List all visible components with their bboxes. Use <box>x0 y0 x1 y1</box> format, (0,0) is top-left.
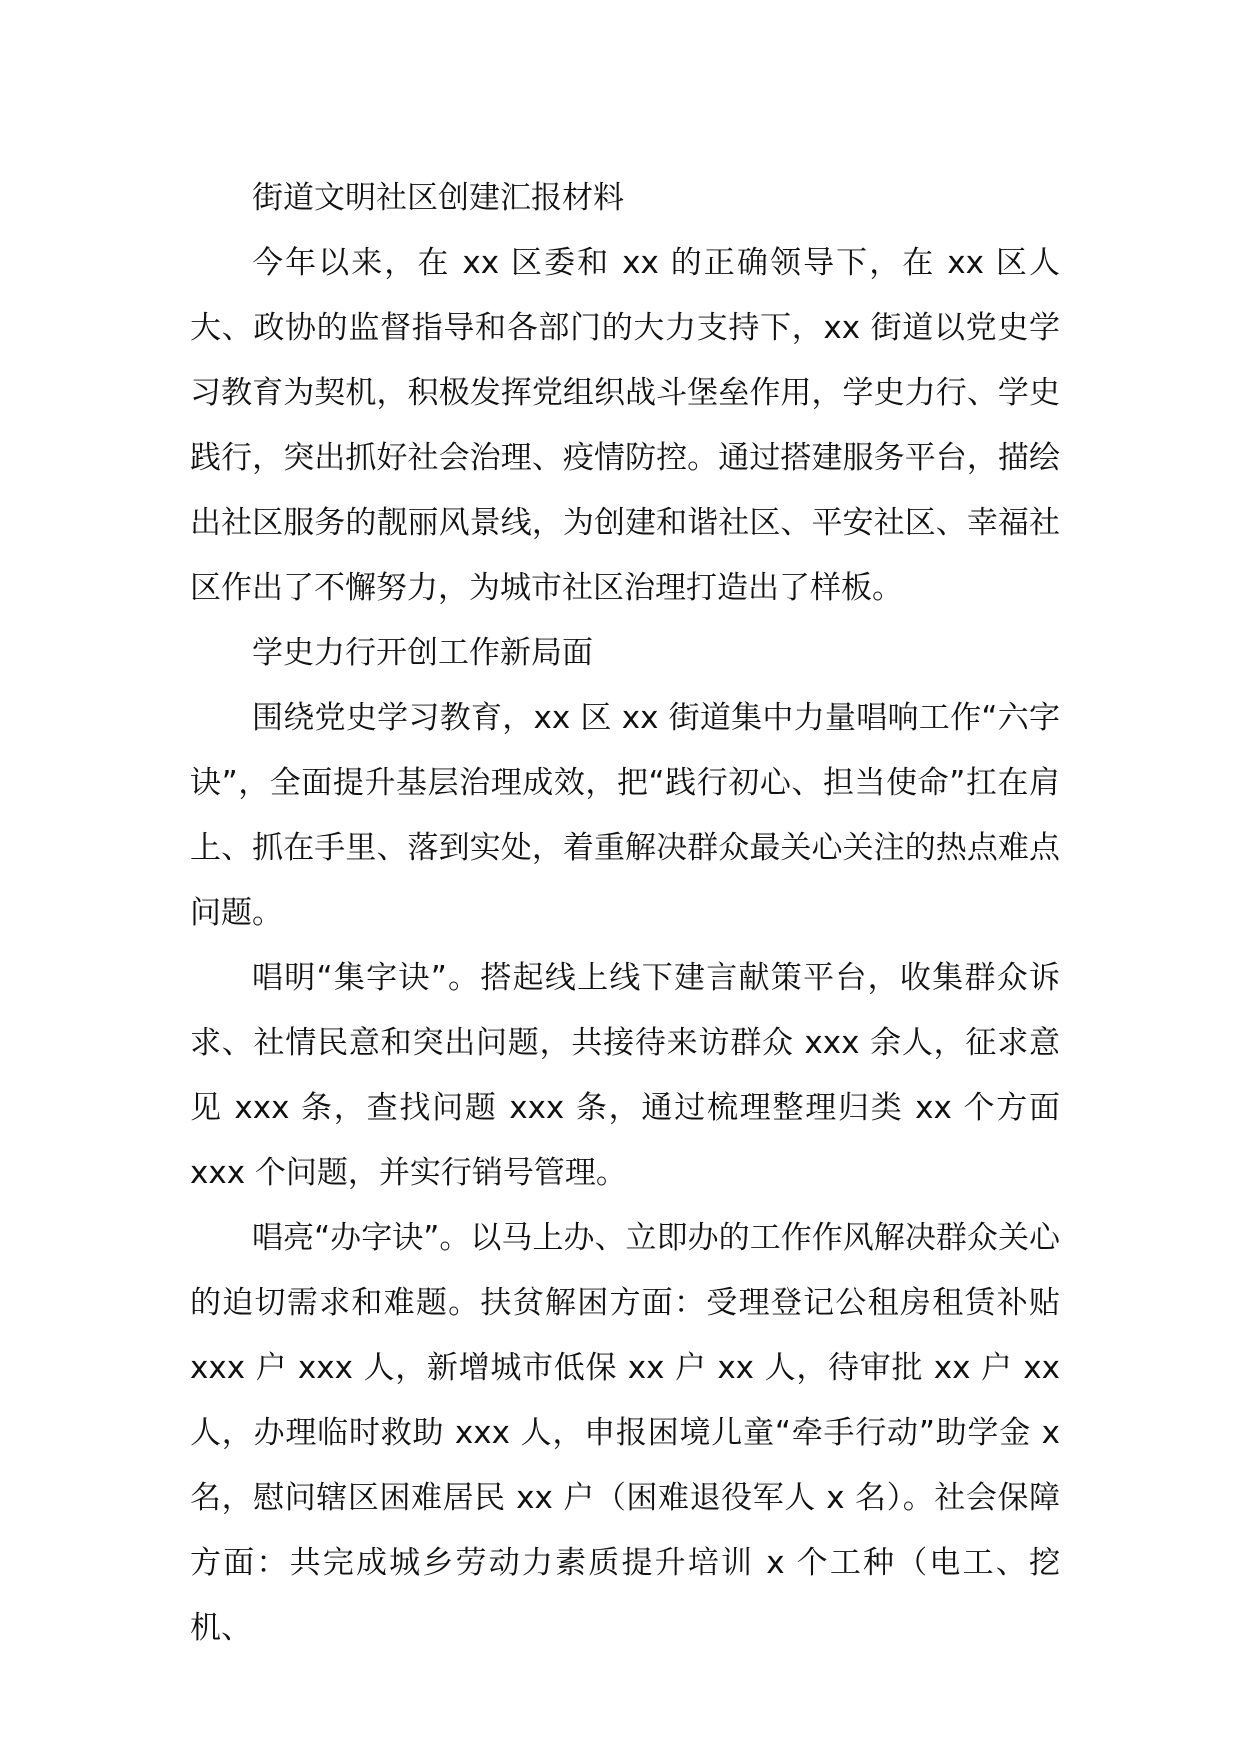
paragraph-handle: 唱亮“办字诀”。以马上办、立即办的工作作风解决群众关心的迫切需求和难题。扶贫解困方面：受理登记公租房租赁补贴 xxx 户 xxx 人，新增城市低保 xx 户 xx 人，待审批 xx 户 xx 人，办理临时救助 xxx 人，申报困境儿童“牵手行动”助学金 x 名，慰问辖区困难居民 xx 户（困难退役军人 x 名）。社会保障方面：共完成城乡劳动力素质提升培训 x 个工种（电工、挖机、 <box>190 1220 1060 1646</box>
document-title: 街道文明社区创建汇报材料 <box>252 180 624 216</box>
paragraph-collect: 唱明“集字诀”。搭起线上线下建言献策平台，收集群众诉求、社情民意和突出问题，共接待来访群众 xxx 余人，征求意见 xxx 条，查找问题 xxx 条，通过梳理整理归类 xx 个方面 xxx 个问题，并实行销号管理。 <box>190 960 1060 1191</box>
paragraph-six-characters: 围绕党史学习教育，xx 区 xx 街道集中力量唱响工作“六字诀”，全面提升基层治理成效，把“践行初心、担当使命”扛在肩上、抓在手里、落到实处，着重解决群众最关心关注的热点难点问题。 <box>190 700 1060 931</box>
section-heading: 学史力行开创工作新局面 <box>252 635 593 671</box>
paragraph-intro: 今年以来，在 xx 区委和 xx 的正确领导下，在 xx 区人大、政协的监督指导和各部门的大力支持下，xx 街道以党史学习教育为契机，积极发挥党组织战斗堡垒作用，学史力行、学史践行，突出抓好社会治理、疫情防控。通过搭建服务平台，描绘出社区服务的靓丽风景线，为创建和谐社区、平安社区、幸福社区作出了不懈努力，为城市社区治理打造出了样板。 <box>190 245 1060 606</box>
document-body <box>190 166 1060 1661</box>
